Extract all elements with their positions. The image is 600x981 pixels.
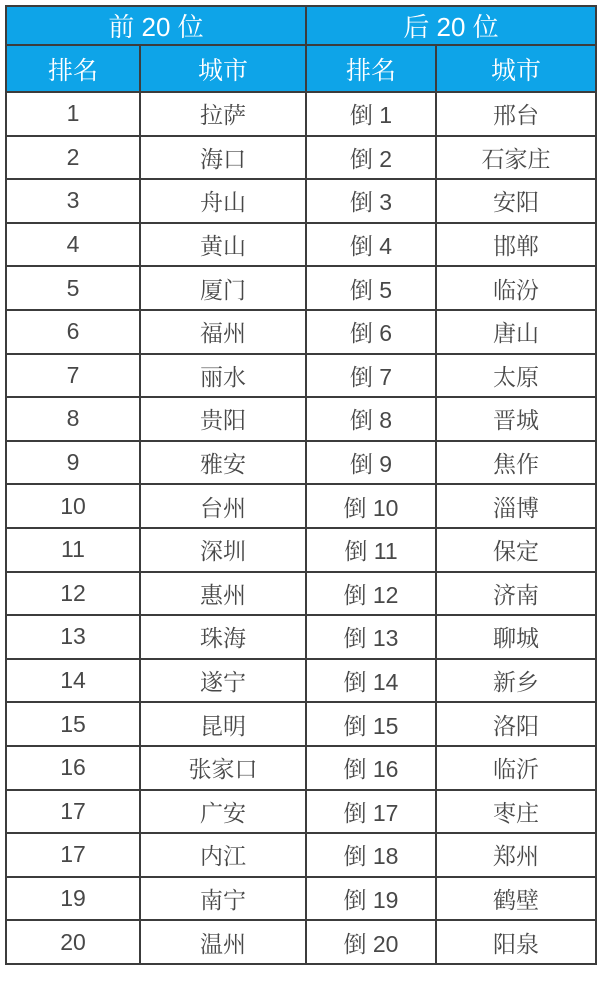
- city-cell-left: 福州: [140, 310, 306, 354]
- col-header-city-right: 城市: [436, 45, 596, 92]
- rank-cell-right: 倒 13: [306, 615, 436, 659]
- city-cell-right: 太原: [436, 354, 596, 398]
- rank-cell-left: 12: [6, 572, 140, 616]
- table-body: [6, 92, 596, 964]
- rank-cell-right: 倒 10: [306, 484, 436, 528]
- city-cell-right: 唐山: [436, 310, 596, 354]
- table-row: [6, 659, 596, 703]
- rank-cell-right: 倒 18: [306, 833, 436, 877]
- rank-cell-left: 15: [6, 702, 140, 746]
- city-cell-left: 深圳: [140, 528, 306, 572]
- rank-cell-left: 19: [6, 877, 140, 921]
- city-cell-right: 枣庄: [436, 790, 596, 834]
- city-cell-left: 舟山: [140, 179, 306, 223]
- city-cell-left: 惠州: [140, 572, 306, 616]
- rank-cell-right: 倒 2: [306, 136, 436, 180]
- table-row: [6, 223, 596, 267]
- rank-cell-left: 20: [6, 920, 140, 964]
- rank-cell-left: 13: [6, 615, 140, 659]
- table-row: [6, 92, 596, 136]
- table-row: [6, 746, 596, 790]
- rank-cell-left: 16: [6, 746, 140, 790]
- table-row: [6, 702, 596, 746]
- city-cell-left: 台州: [140, 484, 306, 528]
- rank-cell-right: 倒 20: [306, 920, 436, 964]
- city-cell-left: 拉萨: [140, 92, 306, 136]
- table-row: [6, 833, 596, 877]
- rank-cell-left: 7: [6, 354, 140, 398]
- city-cell-right: 洛阳: [436, 702, 596, 746]
- city-cell-right: 邢台: [436, 92, 596, 136]
- city-cell-right: 新乡: [436, 659, 596, 703]
- rank-cell-left: 11: [6, 528, 140, 572]
- city-cell-left: 内江: [140, 833, 306, 877]
- city-cell-right: 临汾: [436, 266, 596, 310]
- rank-cell-right: 倒 17: [306, 790, 436, 834]
- rank-cell-right: 倒 15: [306, 702, 436, 746]
- rank-cell-right: 倒 8: [306, 397, 436, 441]
- city-cell-right: 邯郸: [436, 223, 596, 267]
- rank-cell-left: 10: [6, 484, 140, 528]
- city-cell-right: 鹤壁: [436, 877, 596, 921]
- rank-cell-right: 倒 14: [306, 659, 436, 703]
- city-cell-left: 张家口: [140, 746, 306, 790]
- table-row: [6, 572, 596, 616]
- section-header-top20: 前 20 位: [6, 6, 306, 45]
- rank-cell-right: 倒 19: [306, 877, 436, 921]
- table-row: [6, 310, 596, 354]
- rank-cell-left: 17: [6, 790, 140, 834]
- table-row: [6, 136, 596, 180]
- table-row: [6, 397, 596, 441]
- rank-cell-left: 9: [6, 441, 140, 485]
- table-row: [6, 920, 596, 964]
- city-cell-right: 石家庄: [436, 136, 596, 180]
- city-cell-right: 焦作: [436, 441, 596, 485]
- table-row: [6, 877, 596, 921]
- rank-cell-right: 倒 12: [306, 572, 436, 616]
- city-cell-left: 温州: [140, 920, 306, 964]
- rank-cell-right: 倒 7: [306, 354, 436, 398]
- col-header-city-left: 城市: [140, 45, 306, 92]
- table-row: [6, 266, 596, 310]
- city-cell-right: 保定: [436, 528, 596, 572]
- city-cell-right: 淄博: [436, 484, 596, 528]
- city-cell-left: 黄山: [140, 223, 306, 267]
- rank-cell-left: 3: [6, 179, 140, 223]
- table-row: [6, 615, 596, 659]
- rank-cell-left: 6: [6, 310, 140, 354]
- city-cell-right: 聊城: [436, 615, 596, 659]
- table-row: [6, 354, 596, 398]
- city-cell-left: 贵阳: [140, 397, 306, 441]
- rank-cell-left: 1: [6, 92, 140, 136]
- col-header-rank-right: 排名: [306, 45, 436, 92]
- city-cell-right: 临沂: [436, 746, 596, 790]
- city-cell-left: 海口: [140, 136, 306, 180]
- city-cell-right: 晋城: [436, 397, 596, 441]
- table-row: [6, 484, 596, 528]
- rank-cell-left: 8: [6, 397, 140, 441]
- rank-cell-right: 倒 1: [306, 92, 436, 136]
- city-cell-right: 郑州: [436, 833, 596, 877]
- rank-cell-right: 倒 4: [306, 223, 436, 267]
- rank-cell-left: 17: [6, 833, 140, 877]
- rank-cell-right: 倒 11: [306, 528, 436, 572]
- section-header-row: [6, 6, 596, 45]
- rank-cell-right: 倒 9: [306, 441, 436, 485]
- rank-cell-right: 倒 3: [306, 179, 436, 223]
- col-header-rank-left: 排名: [6, 45, 140, 92]
- rank-cell-right: 倒 5: [306, 266, 436, 310]
- rank-cell-right: 倒 6: [306, 310, 436, 354]
- city-cell-right: 阳泉: [436, 920, 596, 964]
- city-cell-right: 安阳: [436, 179, 596, 223]
- table-row: [6, 179, 596, 223]
- section-header-bottom20: 后 20 位: [306, 6, 596, 45]
- city-cell-left: 丽水: [140, 354, 306, 398]
- city-cell-left: 遂宁: [140, 659, 306, 703]
- city-cell-left: 珠海: [140, 615, 306, 659]
- city-cell-left: 雅安: [140, 441, 306, 485]
- city-cell-left: 广安: [140, 790, 306, 834]
- rank-cell-left: 14: [6, 659, 140, 703]
- table-row: [6, 441, 596, 485]
- ranking-table: [5, 5, 597, 965]
- column-header-row: [6, 45, 596, 92]
- table-row: [6, 528, 596, 572]
- city-cell-left: 昆明: [140, 702, 306, 746]
- city-cell-left: 厦门: [140, 266, 306, 310]
- city-cell-left: 南宁: [140, 877, 306, 921]
- rank-cell-right: 倒 16: [306, 746, 436, 790]
- rank-cell-left: 2: [6, 136, 140, 180]
- rank-cell-left: 5: [6, 266, 140, 310]
- table-row: [6, 790, 596, 834]
- city-cell-right: 济南: [436, 572, 596, 616]
- rank-cell-left: 4: [6, 223, 140, 267]
